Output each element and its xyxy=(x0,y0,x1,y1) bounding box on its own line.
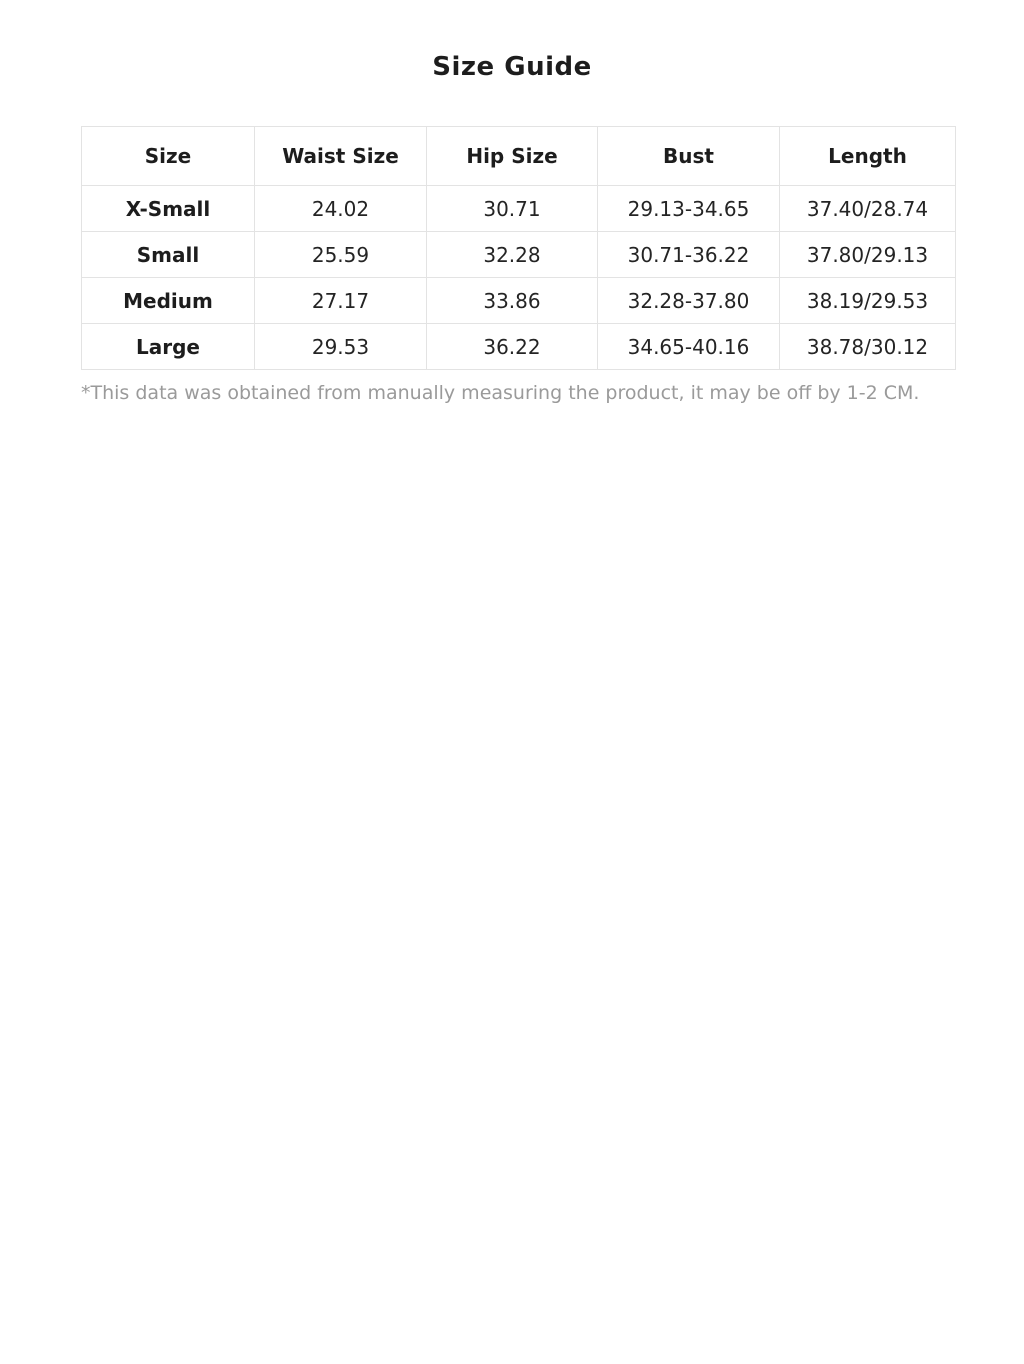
table-cell: 30.71 xyxy=(427,186,598,232)
table-cell: 38.19/29.53 xyxy=(780,278,956,324)
column-header-hip: Hip Size xyxy=(427,127,598,186)
table-cell: 37.40/28.74 xyxy=(780,186,956,232)
table-cell: 36.22 xyxy=(427,324,598,370)
table-row-xsmall xyxy=(82,186,956,232)
footnote: *This data was obtained from manually measuring the product, it may be off by 1-2 CM. xyxy=(81,382,920,404)
table-cell: 24.02 xyxy=(255,186,427,232)
size-table xyxy=(81,126,956,370)
row-label: Large xyxy=(82,324,255,370)
table-cell: 29.53 xyxy=(255,324,427,370)
table-row-medium xyxy=(82,278,956,324)
column-header-waist: Waist Size xyxy=(255,127,427,186)
column-header-bust: Bust xyxy=(598,127,780,186)
column-header-length: Length xyxy=(780,127,956,186)
page-title: Size Guide xyxy=(432,52,592,82)
size-guide-page xyxy=(0,0,1024,404)
row-label: Small xyxy=(82,232,255,278)
row-label: Medium xyxy=(82,278,255,324)
table-cell: 37.80/29.13 xyxy=(780,232,956,278)
table-cell: 32.28-37.80 xyxy=(598,278,780,324)
table-cell: 27.17 xyxy=(255,278,427,324)
row-label: X-Small xyxy=(82,186,255,232)
table-cell: 38.78/30.12 xyxy=(780,324,956,370)
column-header-size: Size xyxy=(82,127,255,186)
table-cell: 34.65-40.16 xyxy=(598,324,780,370)
table-cell: 30.71-36.22 xyxy=(598,232,780,278)
table-cell: 29.13-34.65 xyxy=(598,186,780,232)
table-cell: 25.59 xyxy=(255,232,427,278)
table-cell: 33.86 xyxy=(427,278,598,324)
table-row-small xyxy=(82,232,956,278)
table-cell: 32.28 xyxy=(427,232,598,278)
table-row-large xyxy=(82,324,956,370)
table-header-row xyxy=(82,127,956,186)
